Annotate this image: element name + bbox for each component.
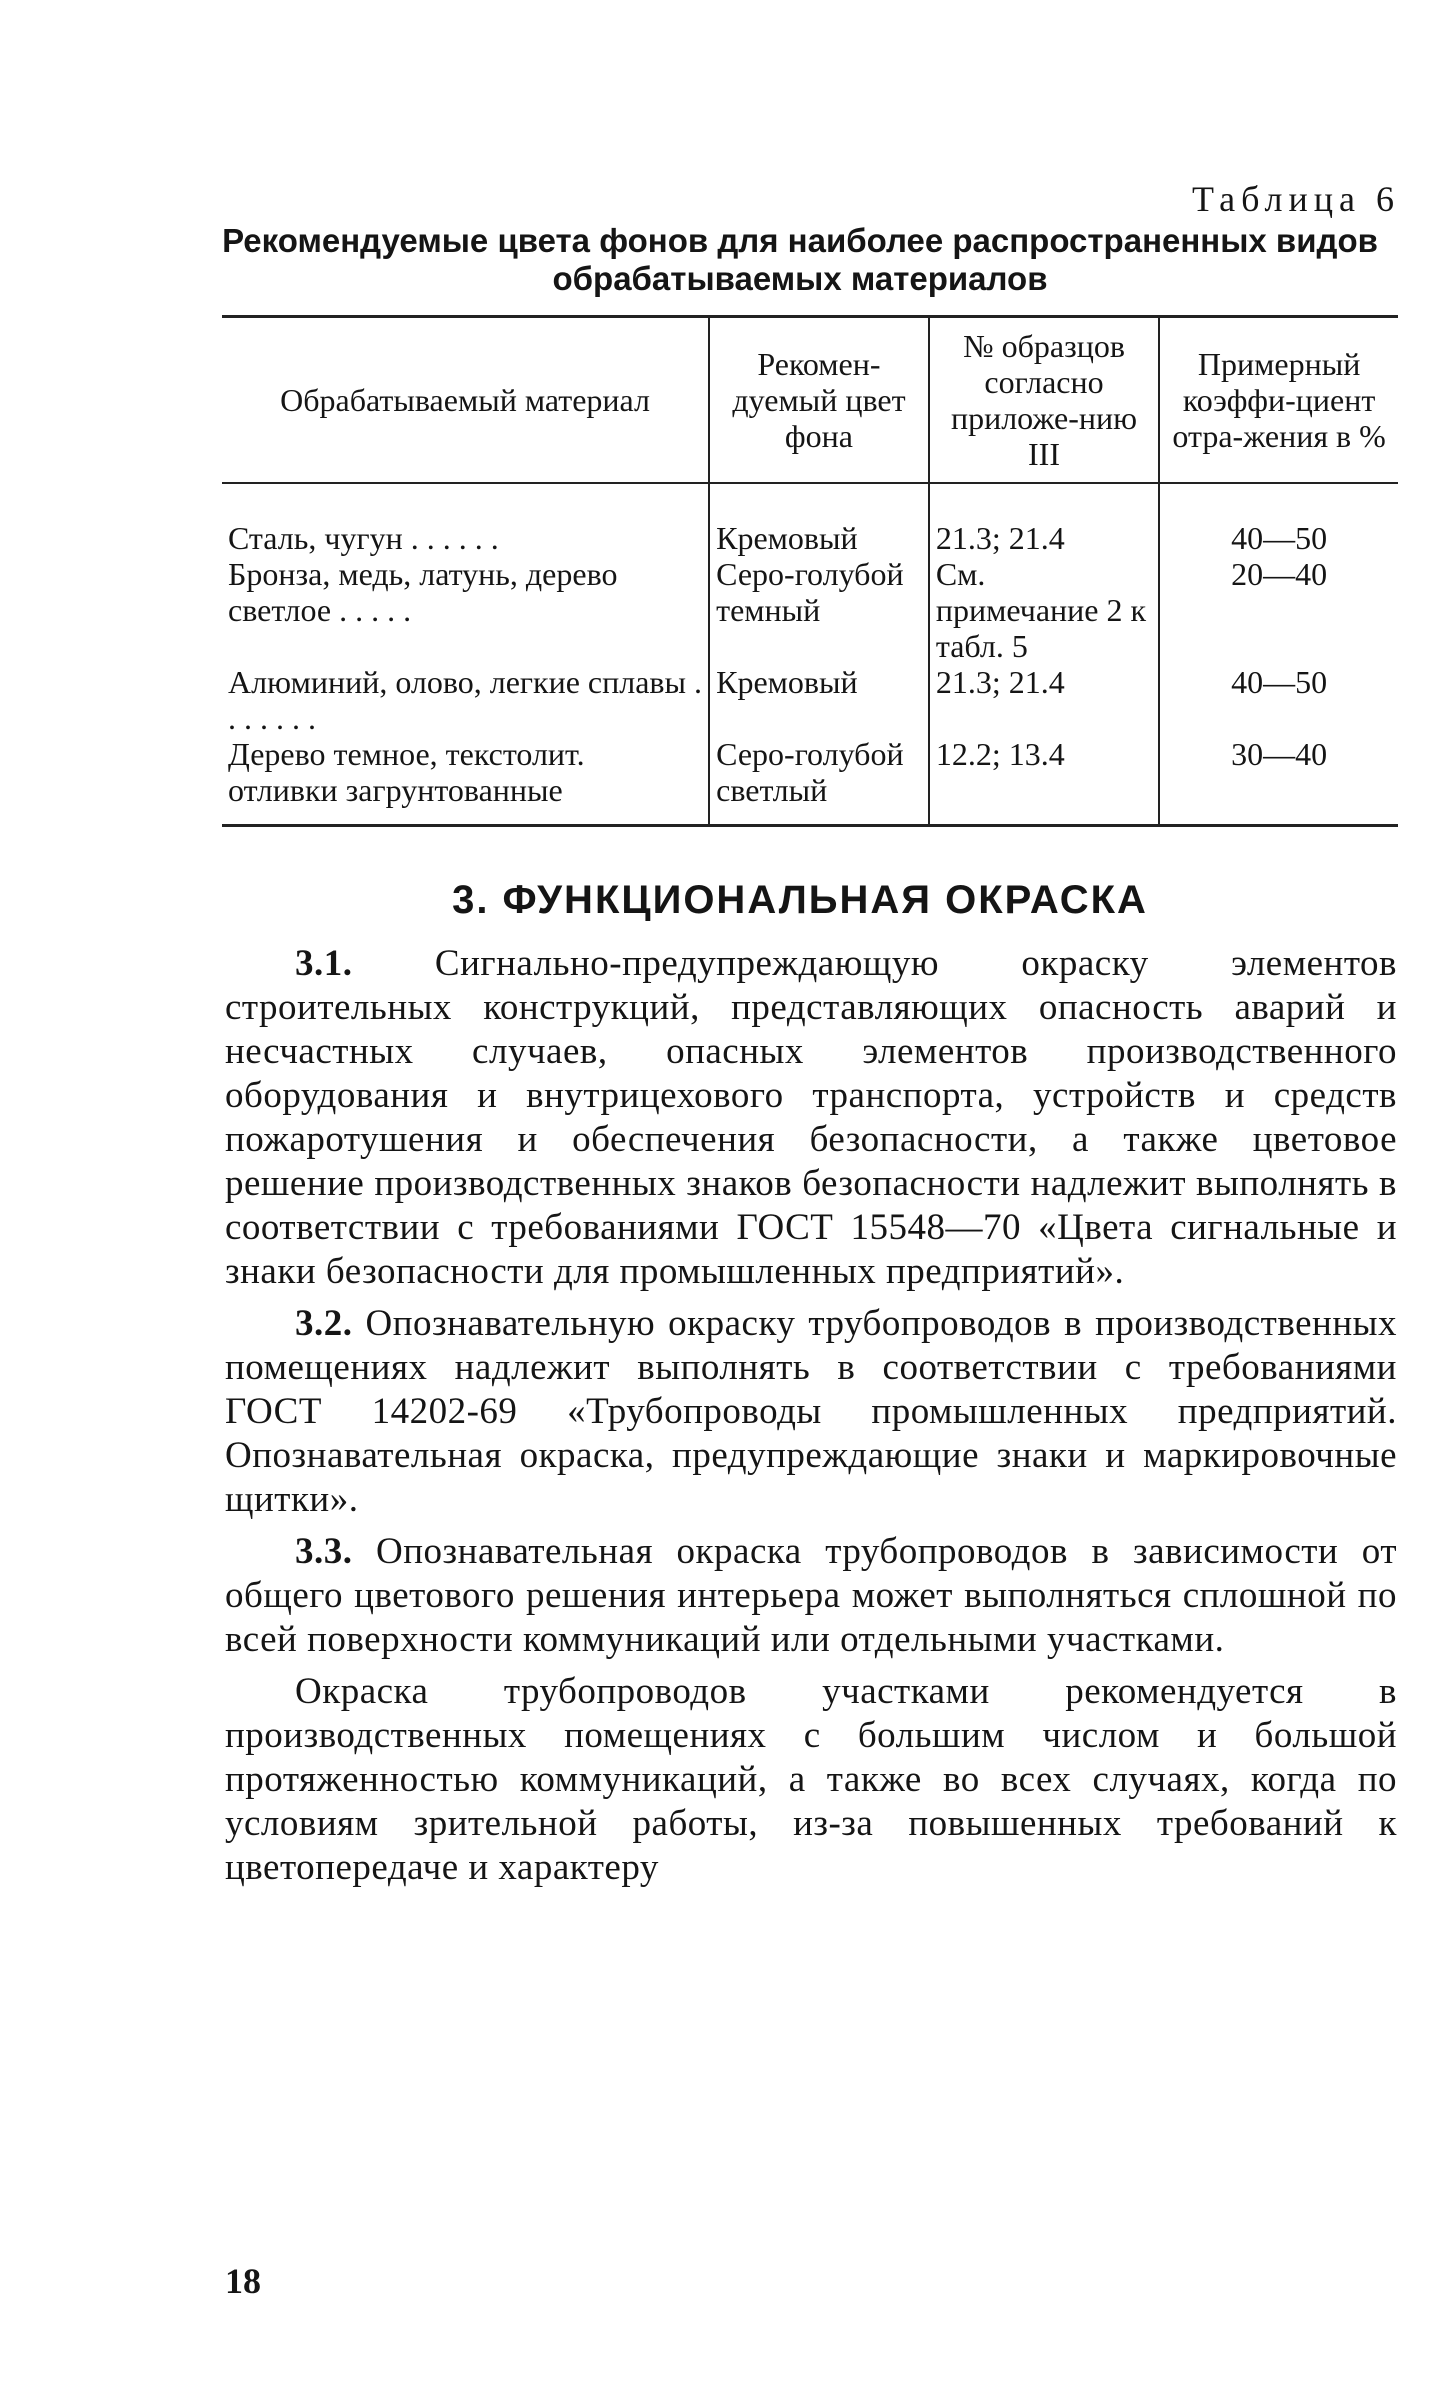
table-row bbox=[222, 664, 1398, 736]
paragraph-text: Опознавательная окраска трубопроводов в зависимости от общего цветового решения интерьера может выполняться сплошной по всей поверхности коммуникаций или отдельными участками. bbox=[225, 1531, 1397, 1660]
section-title: 3. ФУНКЦИОНАЛЬНАЯ ОКРАСКА bbox=[452, 878, 1148, 922]
cell-color: Кремовый bbox=[709, 664, 929, 736]
cell-material: Алюминий, олово, легкие сплавы . . . . . . . bbox=[228, 664, 703, 736]
paragraph-text: Опознавательную окраску трубопроводов в производственных помещениях надлежит выполнять в соответствии с требованиями ГОСТ 14202-69 «Трубопроводы промышленных предприятий. Опознавательная окраска, предупреждающие знаки и маркировочные щитки». bbox=[225, 1303, 1397, 1520]
cell-material: Сталь, чугун . . . . . . bbox=[228, 520, 499, 556]
table-header-row bbox=[222, 317, 1398, 484]
cell-coefficient: 40—50 bbox=[1159, 483, 1398, 556]
paragraph-text: Сигнально-предупреждающую окраску элементов строительных конструкций, представляющих опасность аварий и несчастных случаев, опасных элементов производственного оборудования и внутрицехового транспорта, устройств и средств пожаротушения и обеспечения безопасности, а также цветовое решение производственных знаков безопасности надлежит выполнять в соответствии с требованиями ГОСТ 15548—70 «Цвета сигнальные и знаки безопасности для промышленных предприятий». bbox=[225, 943, 1397, 1292]
table-row bbox=[222, 556, 1398, 664]
table-number: Таблица 6 bbox=[1192, 179, 1400, 219]
table-row bbox=[222, 483, 1398, 556]
paragraph-3-1 bbox=[225, 942, 1397, 1294]
cell-color: Кремовый bbox=[709, 483, 929, 556]
section-body bbox=[225, 942, 1397, 1898]
cell-color: Серо-голубой темный bbox=[709, 556, 929, 664]
cell-material: Дерево темное, текстолит. отливки загрунтованные bbox=[228, 736, 585, 808]
paragraph-continuation bbox=[225, 1670, 1397, 1890]
header-color: Рекомен-дуемый цвет фона bbox=[709, 317, 929, 484]
cell-material: Бронза, медь, латунь, дерево светлое . . . . . bbox=[228, 556, 618, 628]
cell-coefficient: 40—50 bbox=[1159, 664, 1398, 736]
cell-samples: См. примечание 2 к табл. 5 bbox=[929, 556, 1159, 664]
cell-samples: 21.3; 21.4 bbox=[929, 664, 1159, 736]
cell-samples: 12.2; 13.4 bbox=[929, 736, 1159, 826]
paragraph-number: 3.3. bbox=[295, 1531, 353, 1572]
table-title: Рекомендуемые цвета фонов для наиболее распространенных видов обрабатываемых материалов bbox=[222, 222, 1378, 297]
paragraph-text: Окраска трубопроводов участками рекомендуется в производственных помещениях с большим числом и большой протяженностью коммуникаций, а также во всех случаях, когда по условиям зрительной работы, из-за повышенных требований к цветопередаче и характеру bbox=[225, 1671, 1397, 1888]
page-number: 18 bbox=[225, 2261, 261, 2301]
cell-coefficient: 30—40 bbox=[1159, 736, 1398, 826]
cell-samples: 21.3; 21.4 bbox=[929, 483, 1159, 556]
table-row bbox=[222, 736, 1398, 826]
paragraph-number: 3.1. bbox=[295, 943, 353, 984]
cell-color: Серо-голубой светлый bbox=[709, 736, 929, 826]
cell-coefficient: 20—40 bbox=[1159, 556, 1398, 664]
paragraph-number: 3.2. bbox=[295, 1303, 353, 1344]
materials-table bbox=[222, 315, 1398, 827]
header-coefficient: Примерный коэффи-циент отра-жения в % bbox=[1159, 317, 1398, 484]
paragraph-3-3 bbox=[225, 1530, 1397, 1662]
paragraph-3-2 bbox=[225, 1302, 1397, 1522]
header-samples: № образцов согласно приложе-нию III bbox=[929, 317, 1159, 484]
header-material: Обрабатываемый материал bbox=[222, 317, 709, 484]
